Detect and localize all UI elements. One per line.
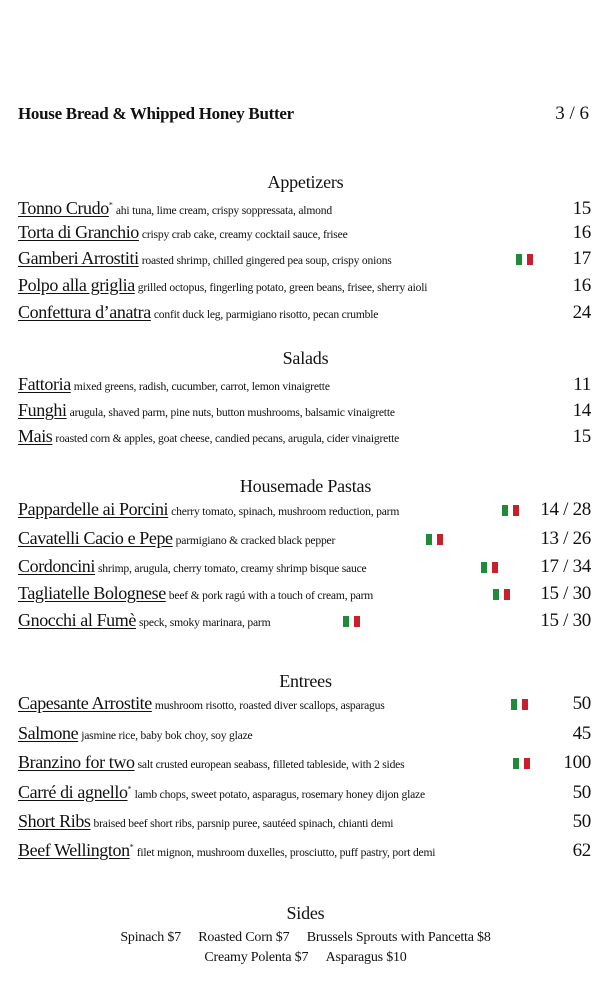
item-price: 50 [572,782,591,803]
side-item: Roasted Corn $7 [198,930,290,945]
menu-item [18,583,591,607]
item-price: 14 [572,400,591,421]
flag-stripe [522,699,528,710]
item-name: Salmone [18,723,79,743]
item-description: speck, smoky marinara, parm [138,616,271,629]
item-description: lamb chops, sweet potato, asparagus, rosemary honey dijon glaze [134,788,425,801]
menu-item [18,248,591,272]
item-description: crispy crab cake, creamy cocktail sauce, frisee [141,228,348,241]
item-price: 15 [572,198,591,219]
flag-stripe [524,758,530,769]
section-heading: Housemade Pastas [239,476,372,496]
item-description: ahi tuna, lime cream, crispy soppressata, almond [115,204,332,217]
item-name: Carré di agnello [18,782,128,802]
item-description: roasted corn & apples, goat cheese, candied pecans, arugula, cider vinaigrette [55,432,400,445]
item-price: 45 [572,723,591,744]
menu-item [18,693,591,717]
item-name: Fattoria [18,374,71,394]
item-price: 17 [572,248,591,269]
section-heading: Entrees [279,671,332,691]
flag-stripe [492,562,498,573]
item-description: mixed greens, radish, cucumber, carrot, lemon vinaigrette [73,380,330,393]
menu-item [18,528,591,552]
menu-item [18,374,591,398]
item-name: Confettura d’anatra [18,302,151,322]
menu-item [18,198,591,222]
item-price: 100 [563,752,591,773]
item-description: shrimp, arugula, cherry tomato, creamy shrimp bisque sauce [98,562,367,575]
item-price: 62 [572,840,591,861]
item-description: parmigiano & cracked black pepper [175,534,336,547]
item-name: Tonno Crudo [18,198,109,218]
item-price: 16 [572,275,591,296]
item-name: Tagliatelle Bolognese [18,583,166,603]
menu-item [18,723,591,747]
sides-line-2 [0,950,611,966]
item-description: arugula, shaved parm, pine nuts, button mushrooms, balsamic vinaigrette [69,406,395,419]
menu-item [18,752,591,776]
italian-flag-icon [426,534,443,545]
menu-item [18,426,591,450]
item-price: 11 [573,374,591,395]
item-name: Beef Wellington [18,840,130,860]
italian-flag-icon [513,758,530,769]
bread-price: 3 / 6 [555,103,589,124]
menu-item [18,222,591,246]
italian-flag-icon [493,589,510,600]
menu-item [18,499,591,523]
item-price: 24 [572,302,591,323]
menu-item [18,610,591,634]
flag-stripe [504,589,510,600]
item-price: 50 [572,811,591,832]
item-description: salt crusted european seabass, filleted tableside, with 2 sides [137,758,405,771]
star-marker: * [129,842,134,852]
menu-item [18,275,591,299]
item-description: grilled octopus, fingerling potato, green beans, frisee, sherry aioli [137,281,428,294]
item-price: 14 / 28 [540,499,591,520]
item-description: jasmine rice, baby bok choy, soy glaze [81,729,253,742]
item-name: Short Ribs [18,811,91,831]
side-item: Spinach $7 [120,930,181,945]
item-name: Torta di Granchio [18,222,139,242]
item-description: cherry tomato, spinach, mushroom reduction, parm [171,505,400,518]
menu-item [18,556,591,580]
item-price: 15 [572,426,591,447]
item-name: Funghi [18,400,67,420]
side-item: Asparagus $10 [325,950,407,965]
item-name: Polpo alla griglia [18,275,135,295]
item-description: braised beef short ribs, parsnip puree, sautéed spinach, chianti demi [93,817,394,830]
menu-item [18,782,591,806]
italian-flag-icon [511,699,528,710]
italian-flag-icon [502,505,519,516]
menu-item [18,400,591,424]
star-marker: * [127,784,132,794]
flag-stripe [513,505,519,516]
section-heading: Appetizers [267,172,344,192]
italian-flag-icon [481,562,498,573]
flag-stripe [527,254,533,265]
menu-item [18,840,591,864]
star-marker: * [108,200,113,210]
section-heading: Salads [282,348,329,368]
item-name: Pappardelle ai Porcini [18,499,169,519]
item-name: Capesante Arrostite [18,693,152,713]
item-price: 17 / 34 [540,556,591,577]
item-name: Cavatelli Cacio e Pepe [18,528,173,548]
item-price: 15 / 30 [540,610,591,631]
side-item: Brussels Sprouts with Pancetta $8 [306,930,491,945]
item-price: 13 / 26 [540,528,591,549]
menu-item [18,302,591,326]
item-description: mushroom risotto, roasted diver scallops, asparagus [154,699,385,712]
item-name: Gnocchi al Fumè [18,610,136,630]
sides-line-1 [0,930,611,946]
sides-heading: Sides [286,903,325,923]
item-description: filet mignon, mushroom duxelles, prosciutto, puff pastry, port demi [136,846,436,859]
item-description: confit duck leg, parmigiano risotto, pecan crumble [153,308,379,321]
item-name: Branzino for two [18,752,135,772]
item-name: Cordoncini [18,556,95,576]
item-price: 16 [572,222,591,243]
item-price: 50 [572,693,591,714]
item-name: Mais [18,426,53,446]
menu-item [18,811,591,835]
bread-title: House Bread & Whipped Honey Butter [18,104,294,123]
item-price: 15 / 30 [540,583,591,604]
item-name: Gamberi Arrostiti [18,248,139,268]
item-description: beef & pork ragú with a touch of cream, parm [168,589,374,602]
side-item: Creamy Polenta $7 [204,950,309,965]
flag-stripe [354,616,360,627]
italian-flag-icon [516,254,533,265]
item-description: roasted shrimp, chilled gingered pea soup, crispy onions [141,254,392,267]
flag-stripe [437,534,443,545]
italian-flag-icon [343,616,360,627]
